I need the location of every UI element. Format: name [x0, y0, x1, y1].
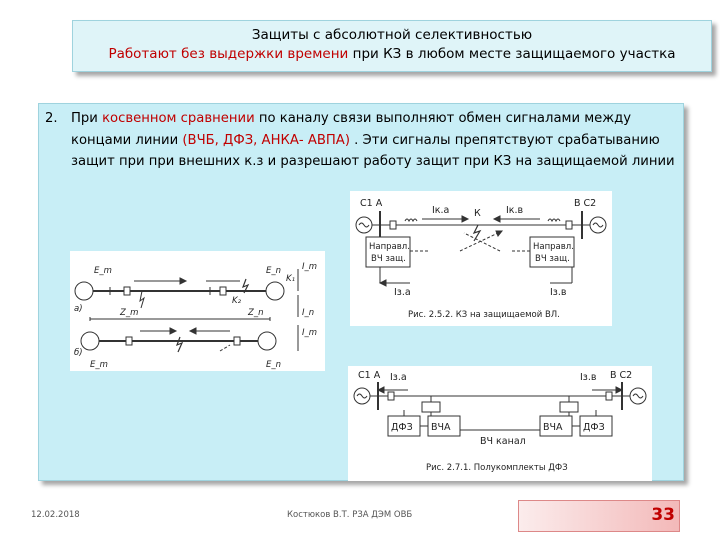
page-number: 33 — [651, 505, 675, 525]
paragraph-text — [71, 108, 675, 173]
figure-2-svg — [70, 251, 325, 371]
fig1-label-ika: Iк.а — [432, 205, 450, 216]
figure-1-svg — [350, 191, 612, 326]
fig1-label-c1a: С1 А — [360, 198, 383, 209]
title-highlight: Работают без выдержки времени — [108, 46, 349, 62]
fig3-label-isv: Iз.в — [580, 372, 597, 383]
figure-fault-schemes — [70, 251, 325, 371]
fig2-label-em-bottom: E_m — [90, 360, 108, 370]
fig1-box-right-line2: ВЧ защ. — [535, 254, 570, 264]
fig1-box-right-line1: Направл. — [533, 242, 574, 252]
fig1-caption: Рис. 2.5.2. КЗ на защищаемой ВЛ. — [408, 310, 560, 320]
fig1-label-bc2: В С2 — [574, 198, 597, 209]
fig1-label-isa: Iз.а — [394, 287, 411, 298]
fig2-label-in-top: I_n — [302, 308, 315, 318]
figure-dfz-halfsets — [348, 366, 652, 481]
para-part: При — [71, 111, 103, 126]
figure-directional-protection — [350, 191, 612, 326]
paragraph-number: 2. — [45, 111, 58, 126]
fig3-label-c1a: С1 А — [358, 370, 381, 381]
fig1-label-ikv: Iк.в — [506, 205, 524, 216]
fig2-label-b: б) — [74, 348, 83, 358]
fig1-label-isv: Iз.в — [550, 287, 567, 298]
fig2-label-zm: Z_m — [120, 308, 139, 318]
title-line-2 — [73, 45, 711, 64]
fig2-label-a: а) — [74, 304, 83, 314]
footer-date: 12.02.2018 — [31, 510, 80, 520]
fig2-label-en-bottom: E_n — [266, 360, 282, 370]
figure-3-svg — [348, 366, 652, 481]
fig3-box-dfz-right: ДФЗ — [583, 422, 605, 433]
fig2-label-en-top: E_n — [266, 266, 282, 276]
fig2-label-im-top: I_m — [302, 262, 318, 272]
para-highlight-2: (ВЧБ, ДФЗ, АНКА- АВПА) — [182, 132, 350, 148]
footer-author: Костюков В.Т. РЗА ДЭМ ОВБ — [287, 510, 413, 520]
paragraph — [45, 108, 675, 173]
fig3-label-bc2: В С2 — [610, 370, 633, 381]
fig3-caption: Рис. 2.7.1. Полукомплекты ДФЗ — [426, 463, 568, 473]
fig2-label-im-bottom: I_m — [302, 328, 318, 338]
para-part: по каналу связи выполняют обмен сигналами между концами линии — [71, 111, 632, 148]
fig3-label-channel: ВЧ канал — [480, 436, 526, 447]
fig1-box-left-line2: ВЧ защ. — [371, 254, 406, 264]
title-rest: при КЗ в любом месте защищаемого участка — [348, 46, 676, 62]
fig3-label-isa: Iз.а — [390, 372, 407, 383]
fig3-box-vcha-right: ВЧА — [543, 422, 563, 433]
fig2-label-em-top: E_m — [94, 266, 112, 276]
fig3-box-vcha-left: ВЧА — [431, 422, 451, 433]
title-line-1: Защиты с абсолютной селективностью — [251, 27, 533, 43]
fig1-box-left-line1: Направл. — [369, 242, 410, 252]
para-part: . Эти сигналы препятствуют срабатыванию защит при при внешних к.з и разрешают работу защит при КЗ на защищаемой линии — [71, 132, 675, 169]
para-highlight-1: косвенном сравнении — [102, 111, 255, 126]
fig1-label-k: К — [474, 208, 481, 219]
fig2-label-k1: K₁ — [286, 274, 295, 284]
fig2-label-k2: K₂ — [232, 296, 241, 306]
title-box — [72, 20, 712, 72]
page-number-box — [518, 500, 680, 532]
fig3-box-dfz-left: ДФЗ — [391, 422, 413, 433]
fig2-label-zn: Z_n — [248, 308, 264, 318]
